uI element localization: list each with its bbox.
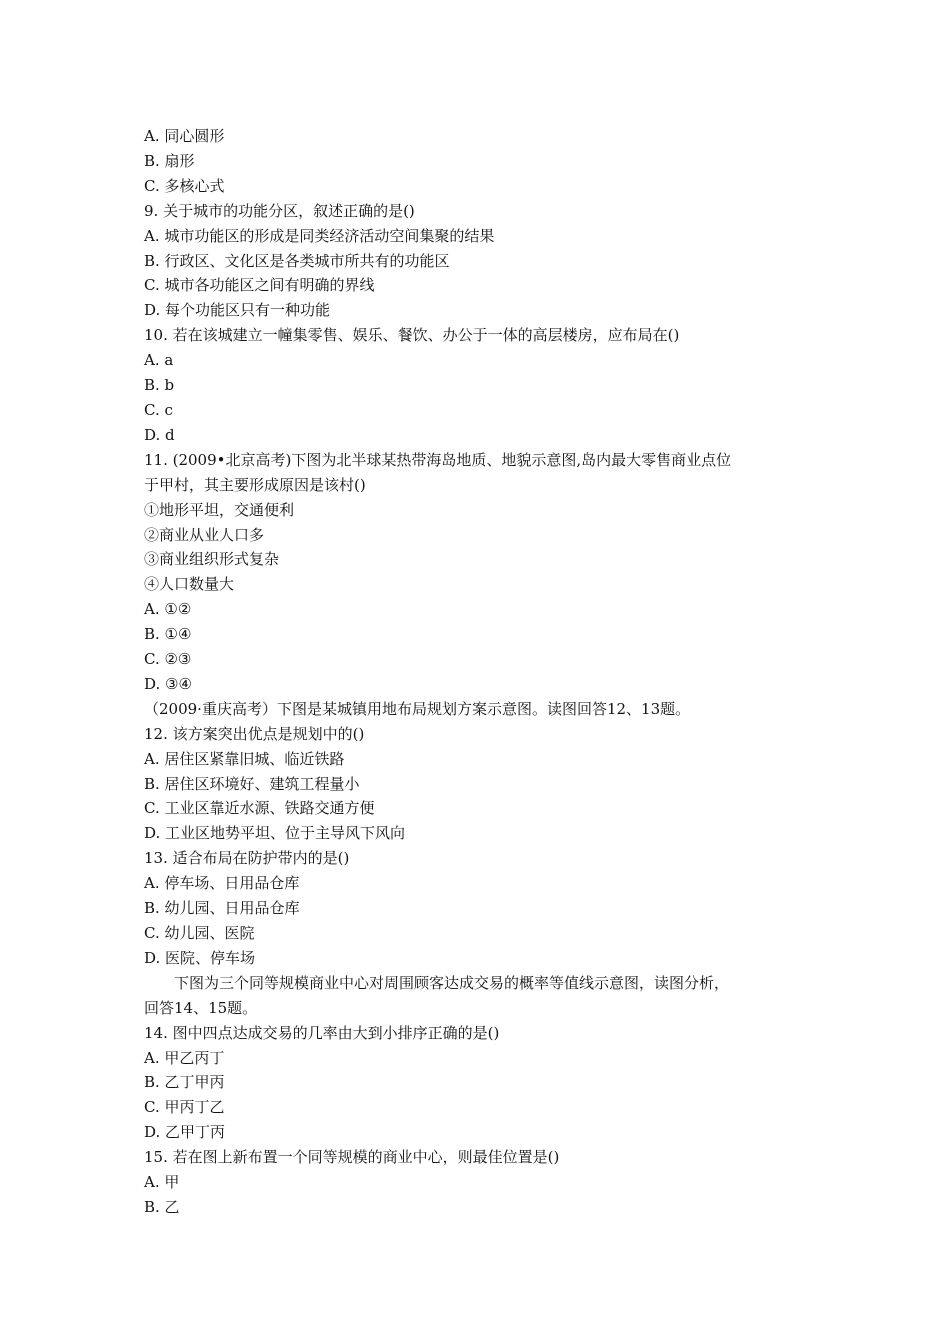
text-line: B. 扇形 — [144, 151, 195, 170]
text-line: C. 幼儿园、医院 — [144, 924, 255, 942]
text-line: 下图为三个同等规模商业中心对周围顾客达成交易的概率等值线示意图，读图分析， — [174, 973, 730, 992]
text-line: C. 城市各功能区之间有明确的界线 — [144, 276, 375, 295]
text-line: A. a — [144, 351, 174, 370]
text-line: A. 同心圆形 — [144, 127, 225, 145]
text-line: C. c — [144, 400, 173, 419]
text-line: 13. 适合布局在防护带内的是() — [144, 849, 350, 868]
text-line: B. 行政区、文化区是各类城市所共有的功能区 — [144, 251, 450, 270]
text-line: ③商业组织形式复杂 — [144, 550, 280, 569]
text-line: A. 城市功能区的形成是同类经济活动空间集聚的结果 — [144, 226, 495, 245]
document-body — [144, 124, 824, 1220]
text-line: D. 医院、停车场 — [144, 948, 256, 967]
text-line: 11. (2009•北京高考)下图为北半球某热带海岛地质、地貌示意图,岛内最大零售商业点位 — [144, 450, 732, 469]
text-line: C. 甲丙丁乙 — [144, 1098, 225, 1117]
text-line: A. 甲 — [144, 1173, 180, 1192]
text-line: 15. 若在图上新布置一个同等规模的商业中心，则最佳位置是() — [144, 1148, 560, 1167]
text-line: ②商业从业人口多 — [144, 525, 265, 544]
text-line: A. 停车场、日用品仓库 — [144, 874, 300, 893]
text-line: B. b — [144, 376, 175, 395]
text-line: B. ①④ — [144, 625, 192, 644]
text-line: C. 工业区靠近水源、铁路交通方便 — [144, 799, 375, 818]
text-line: B. 乙 — [144, 1197, 180, 1216]
text-line: B. 幼儿园、日用品仓库 — [144, 899, 300, 918]
text-line: ①地形平坦，交通便利 — [144, 500, 295, 519]
text-line: D. d — [144, 425, 175, 444]
text-line: A. 居住区紧靠旧城、临近铁路 — [144, 749, 345, 768]
text-line: 10. 若在该城建立一幢集零售、娱乐、餐饮、办公于一体的高层楼房，应布局在() — [144, 326, 680, 345]
text-line: 回答14、15题。 — [144, 998, 258, 1017]
text-line: D. ③④ — [144, 674, 192, 693]
text-line: 14. 图中四点达成交易的几率由大到小排序正确的是() — [144, 1023, 500, 1042]
text-line: C. 多核心式 — [144, 176, 225, 195]
text-line: B. 乙丁甲丙 — [144, 1073, 225, 1092]
text-line: A. 甲乙丙丁 — [144, 1048, 225, 1067]
text-line: 12. 该方案突出优点是规划中的() — [144, 724, 365, 743]
text-line: ④人口数量大 — [144, 575, 235, 594]
text-line: D. 每个功能区只有一种功能 — [144, 301, 331, 320]
text-line: D. 乙甲丁丙 — [144, 1123, 226, 1142]
text-line: 于甲村，其主要形成原因是该村() — [144, 475, 366, 494]
text-line: 9. 关于城市的功能分区，叙述正确的是() — [144, 201, 415, 220]
text-line: A. ①② — [144, 600, 192, 619]
text-line: （2009·重庆高考）下图是某城镇用地布局规划方案示意图。读图回答12、13题。 — [144, 699, 691, 718]
text-line: C. ②③ — [144, 650, 192, 669]
text-line: D. 工业区地势平坦、位于主导风下风向 — [144, 824, 406, 843]
text-line: B. 居住区环境好、建筑工程量小 — [144, 774, 360, 793]
